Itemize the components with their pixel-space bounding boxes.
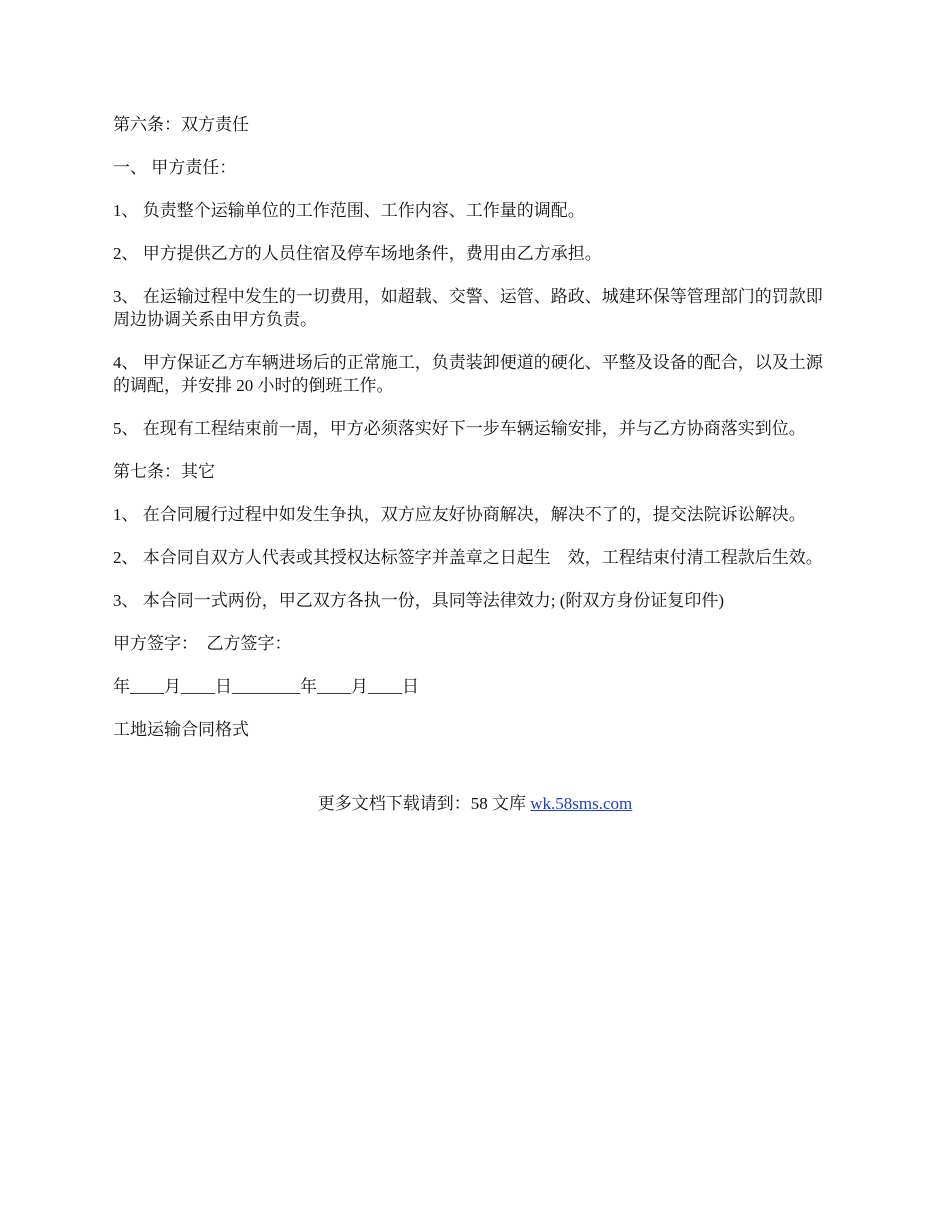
clause-7-1: 1、 在合同履行过程中如发生争执，双方应友好协商解决，解决不了的，提交法院诉讼解决。 — [113, 505, 806, 524]
clause-7-2: 2、 本合同自双方人代表或其授权达标签字并盖章之日起生 效，工程结束付清工程款后生效。 — [113, 548, 823, 567]
footer-prefix: 更多文档下载请到：58 文库 — [317, 794, 531, 813]
clause-a-2: 2、 甲方提供乙方的人员住宿及停车场地条件，费用由乙方承担。 — [113, 244, 602, 263]
party-a-responsibility-heading: 一、 甲方责任： — [113, 158, 237, 177]
clause-7-3: 3、 本合同一式两份，甲乙双方各执一份，具同等法律效力; (附双方身份证复印件) — [113, 591, 725, 610]
document-body — [113, 110, 837, 761]
article-6-heading: 第六条：双方责任 — [113, 115, 249, 134]
clause-a-5: 5、 在现有工程结束前一周，甲方必须落实好下一步车辆运输安排，并与乙方协商落实到位。 — [113, 419, 806, 438]
date-line: 年____月____日________年____月____日 — [113, 677, 419, 696]
clause-a-1: 1、 负责整个运输单位的工作范围、工作内容、工作量的调配。 — [113, 201, 585, 220]
signature-line: 甲方签字： 乙方签字： — [113, 634, 292, 653]
download-footer — [0, 792, 950, 815]
clause-a-3: 3、 在运输过程中发生的一切费用，如超载、交警、运管、路政、城建环保等管理部门的罚款即周边协调关系由甲方负责。 — [113, 287, 823, 329]
document-title-footer: 工地运输合同格式 — [113, 720, 249, 739]
footer-link[interactable]: wk.58sms.com — [530, 794, 633, 813]
clause-a-4: 4、 甲方保证乙方车辆进场后的正常施工，负责装卸便道的硬化、平整及设备的配合，以及土源的调配，并安排 20 小时的倒班工作。 — [113, 353, 823, 395]
article-7-heading: 第七条：其它 — [113, 462, 215, 481]
